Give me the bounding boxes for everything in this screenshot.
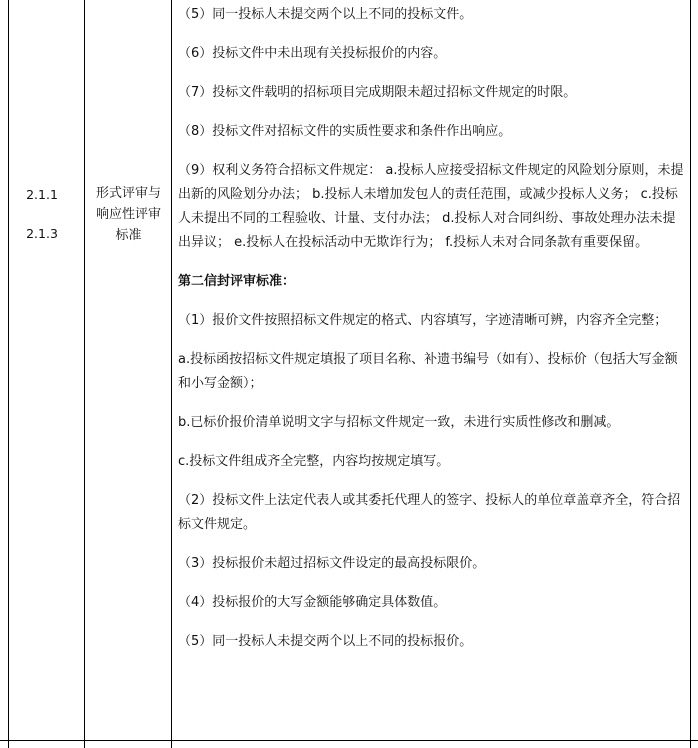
criteria-content <box>178 3 688 669</box>
criterion-paragraph: （8）投标文件对招标文件的实质性要求和条件作出响应。 <box>178 124 512 139</box>
criterion-paragraph: （5）同一投标人未提交两个以上不同的投标文件。 <box>178 7 473 22</box>
criterion-paragraph: （2）投标文件上法定代表人或其委托代理人的签字、投标人的单位章盖章齐全，符合招标文件规定。 <box>178 493 681 532</box>
category-cell <box>85 183 172 246</box>
criterion-paragraph: c.投标文件组成齐全完整，内容均按规定填写。 <box>178 454 450 469</box>
category-line: 标准 <box>115 228 142 243</box>
table-border-right <box>690 0 691 748</box>
table-row-bottom-border <box>0 740 698 741</box>
criterion-paragraph: （6）投标文件中未出现有关投标报价的内容。 <box>178 46 447 61</box>
section-heading: 第二信封评审标准： <box>178 274 296 289</box>
table-divider-1 <box>84 0 85 748</box>
category-line: 响应性评审 <box>95 207 161 222</box>
clause-number-2: 2.1.3 <box>26 226 58 241</box>
table-border-left <box>8 0 9 748</box>
clause-number-1: 2.1.1 <box>26 187 58 202</box>
criterion-paragraph: （3）投标报价未超过招标文件设定的最高投标限价。 <box>178 556 486 571</box>
criterion-paragraph: （7）投标文件载明的招标项目完成期限未超过招标文件规定的时限。 <box>178 85 577 100</box>
criterion-paragraph: （9）权利义务符合招标文件规定： a.投标人应接受招标文件规定的风险划分原则，未提出新的风险划分办法； b.投标人未增加发包人的责任范围，或减少投标人义务； c.投标人未提出不同的工程验收、计量、支付办法； d.投标人对合同纠纷、事故处理办法未提出异议； e.投标人在投标活动中无欺诈行为； f.投标人未对合同条款有重要保留。 <box>178 163 684 250</box>
category-line: 形式评审与 <box>95 186 161 201</box>
criterion-paragraph: a.投标函按招标文件规定填报了项目名称、补遗书编号（如有）、投标价（包括大写金额和小写金额）； <box>178 352 678 391</box>
criterion-paragraph: （5）同一投标人未提交两个以上不同的投标报价。 <box>178 634 473 649</box>
criterion-paragraph: （4）投标报价的大写金额能够确定具体数值。 <box>178 595 447 610</box>
criterion-paragraph: b.已标价报价清单说明文字与招标文件规定一致，未进行实质性修改和删减。 <box>178 415 620 430</box>
criterion-paragraph: （1）报价文件按照招标文件规定的格式、内容填写，字迹清晰可辨，内容齐全完整； <box>178 313 668 328</box>
table-divider-2 <box>171 0 172 748</box>
